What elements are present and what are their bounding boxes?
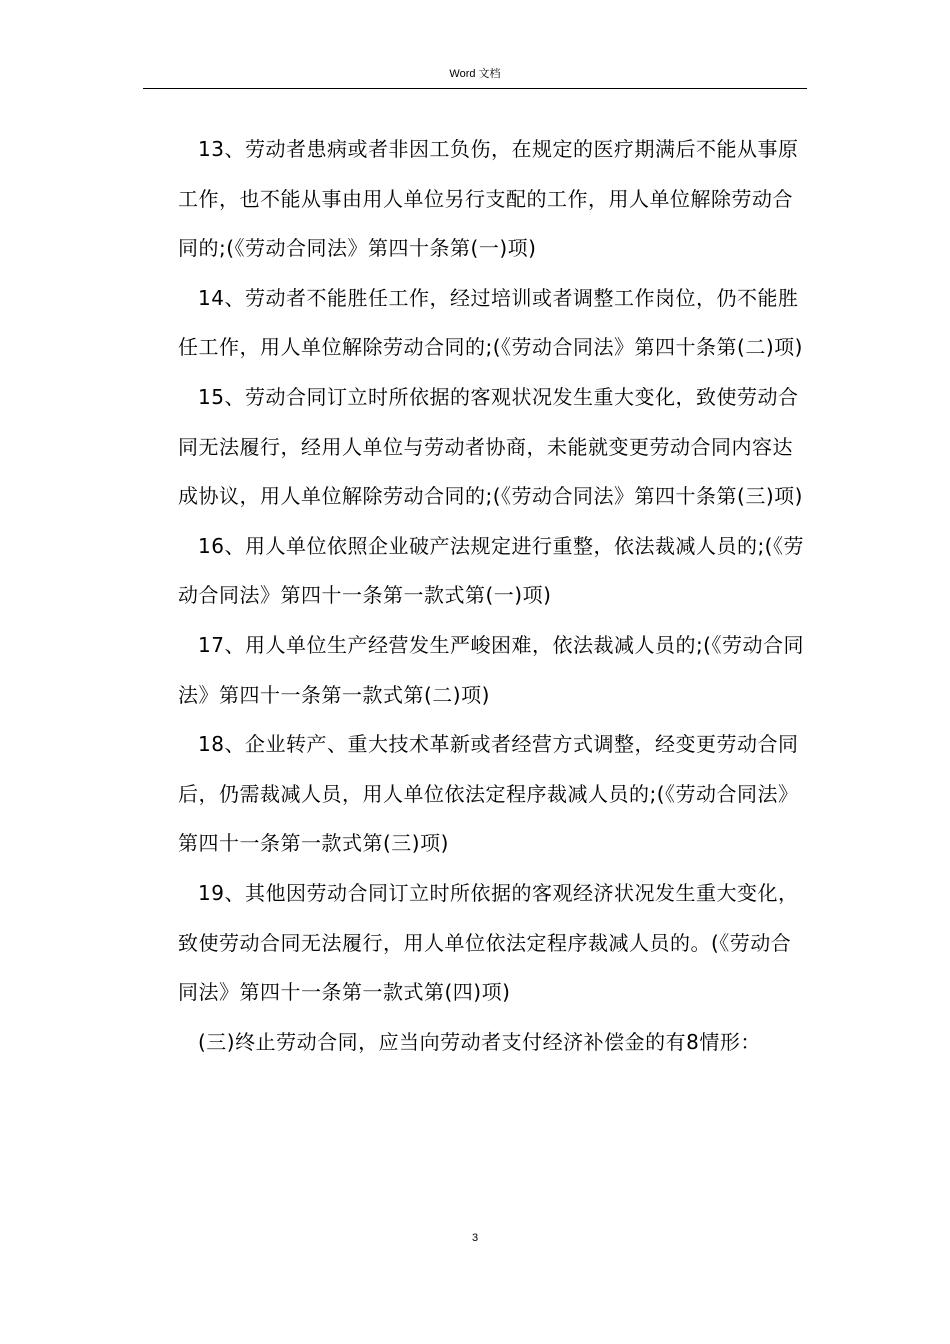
document-body — [178, 125, 806, 1067]
paragraph-item-15: 15、劳动合同订立时所依据的客观状况发生重大变化，致使劳动合同无法履行，经用人单位与劳动者协商，未能就变更劳动合同内容达成协议，用人单位解除劳动合同的;(《劳动合同法》第四十条第(三)项) — [178, 384, 803, 509]
paragraph-item-16: 16、用人单位依照企业破产法规定进行重整，依法裁减人员的;(《劳动合同法》第四十一条第一款式第(一)项) — [178, 533, 804, 608]
page-header: Word 文档 — [143, 66, 807, 89]
paragraph-item-18: 18、企业转产、重大技术革新或者经营方式调整，经变更劳动合同后，仍需裁减人员，用人单位依法定程序裁减人员的;(《劳动合同法》第四十一条第一款式第(三)项) — [178, 732, 799, 856]
page-number: 3 — [471, 1232, 479, 1244]
paragraph-item-19: 19、其他因劳动合同订立时所依据的客观经济状况发生重大变化，致使劳动合同无法履行，用人单位依法定程序裁减人员的。(《劳动合同法》第四十一条第一款式第(四)项) — [178, 880, 799, 1005]
paragraph-item-17: 17、用人单位生产经营发生严峻困难，依法裁减人员的;(《劳动合同法》第四十一条第一款式第(二)项) — [178, 632, 804, 707]
paragraph-item-14: 14、劳动者不能胜任工作，经过培训或者调整工作岗位，仍不能胜任工作，用人单位解除劳动合同的;(《劳动合同法》第四十条第(二)项) — [178, 285, 803, 360]
section-heading-termination: (三)终止劳动合同，应当向劳动者支付经济补偿金的有8情形： — [198, 1029, 761, 1054]
paragraph-item-13: 13、劳动者患病或者非因工负伤，在规定的医疗期满后不能从事原工作，也不能从事由用人单位另行支配的工作，用人单位解除劳动合同的;(《劳动合同法》第四十条第(一)项) — [178, 137, 799, 261]
